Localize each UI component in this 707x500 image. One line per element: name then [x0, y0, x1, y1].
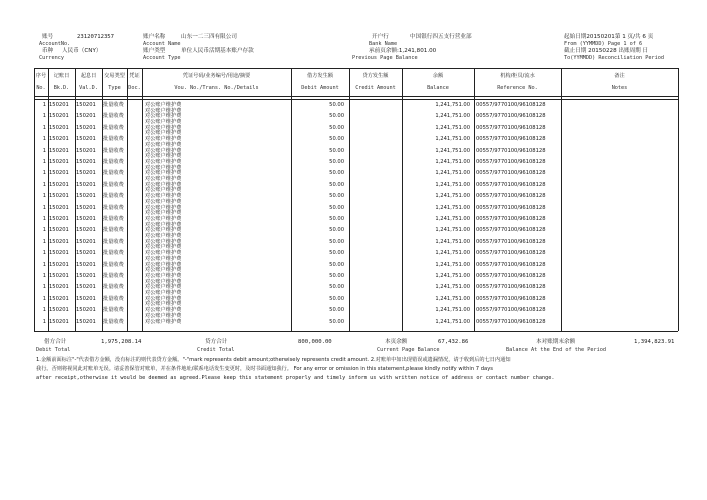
col-header-debit-en: Debit Amount	[301, 85, 339, 91]
col-header-type-en: Type	[108, 85, 121, 91]
cell-details: 对公账户维护费	[145, 284, 182, 291]
cell-debit: 50.00	[329, 307, 344, 314]
cell-type: 批量收费	[103, 318, 124, 325]
cell-details-continuation: 对公账户维护费	[145, 141, 182, 148]
cell-val: 150201	[76, 273, 96, 279]
account-no-label-en: AccountNo.	[39, 41, 71, 47]
cell-details: 对公账户维护费	[145, 238, 182, 245]
cell-balance: 1,241,751.00	[435, 295, 470, 302]
cell-bk: 150201	[49, 250, 69, 257]
cell-balance: 1,241,751.00	[435, 124, 470, 131]
cell-details-continuation: 对公账户维护费	[145, 130, 182, 137]
cell-balance: 1,241,751.00	[435, 216, 470, 222]
table-header-border	[34, 96, 678, 97]
cell-val: 150201	[76, 318, 96, 325]
cell-details: 对公账户维护费	[145, 227, 182, 234]
debit-total-label: 借方合计	[44, 339, 67, 345]
cell-ref: 00557/9770100/96108128	[476, 102, 546, 108]
cell-details: 对公账户维护费	[145, 295, 182, 302]
cell-val: 150201	[76, 238, 96, 245]
cell-ref: 00557/9770100/96108128	[476, 170, 546, 177]
currency-value: 人民币（CNY）	[62, 48, 102, 54]
cell-debit: 50.00	[329, 159, 344, 165]
cell-ref: 00557/9770100/96108128	[476, 136, 546, 143]
cell-bk: 150201	[49, 238, 69, 245]
cell-details-continuation: 对公账户维护费	[145, 244, 182, 251]
cell-no: 1	[42, 204, 46, 211]
cell-type: 批量收费	[103, 284, 124, 291]
previous-balance-label-en: Previous Page Balance	[352, 55, 418, 61]
currency-label: 币种	[42, 48, 54, 54]
cell-balance: 1,241,751.00	[435, 238, 470, 245]
cell-balance: 1,241,751.00	[435, 193, 470, 200]
col-header-no-en: No.	[36, 85, 46, 91]
table-row	[0, 169, 707, 177]
footnote-line-2: 我行。否则将视同此对账单无误。请妥善保管对账单，并在条件地址/联系电话发生变更时，及时书面通知我行。 For any error or omission in this statement,please kindly notify within 7 days	[36, 366, 493, 372]
cell-debit: 50.00	[329, 181, 344, 188]
cell-bk: 150201	[49, 181, 69, 188]
cell-debit: 50.00	[329, 193, 344, 200]
col-header-debit: 借方发生额	[307, 73, 333, 79]
cell-type: 批量收费	[103, 216, 124, 222]
cell-ref: 00557/9770100/96108128	[476, 124, 546, 131]
account-type-label-en: Account Type	[143, 55, 181, 61]
cell-debit: 50.00	[329, 216, 344, 222]
cell-details-continuation: 对公账户维护费	[145, 187, 182, 194]
cell-details-continuation: 对公账户维护费	[145, 312, 182, 319]
cell-ref: 00557/9770100/96108128	[476, 159, 546, 165]
table-row	[0, 192, 707, 200]
footnote-line-3: after receipt,otherwise it would be deemed as agreed.Please keep this statement properly and timely inform us with written notice of address or contact number change.	[36, 375, 555, 381]
table-row	[0, 261, 707, 269]
cell-balance: 1,241,751.00	[435, 250, 470, 257]
cell-type: 批量收费	[103, 113, 124, 120]
cell-debit: 50.00	[329, 147, 344, 154]
cell-val: 150201	[76, 113, 96, 120]
cell-details: 对公账户维护费	[145, 261, 182, 268]
cell-details: 对公账户维护费	[145, 307, 182, 314]
cell-no: 1	[42, 193, 46, 200]
table-row	[0, 181, 707, 189]
cell-no: 1	[42, 159, 46, 165]
cell-details-continuation: 对公账户维护费	[145, 153, 182, 160]
cell-type: 批量收费	[103, 250, 124, 257]
cell-balance: 1,241,751.00	[435, 273, 470, 279]
cell-type: 批量收费	[103, 193, 124, 200]
cell-no: 1	[42, 261, 46, 268]
cell-type: 批量收费	[103, 307, 124, 314]
cell-balance: 1,241,751.00	[435, 204, 470, 211]
cell-debit: 50.00	[329, 136, 344, 143]
cell-balance: 1,241,751.00	[435, 102, 470, 108]
cell-details-continuation: 对公账户维护费	[145, 267, 182, 274]
cell-no: 1	[42, 170, 46, 177]
cell-type: 批量收费	[103, 170, 124, 177]
cell-val: 150201	[76, 250, 96, 257]
cell-type: 批量收费	[103, 238, 124, 245]
cell-details: 对公账户维护费	[145, 318, 182, 325]
cell-debit: 50.00	[329, 238, 344, 245]
cell-type: 批量收费	[103, 204, 124, 211]
cell-details: 对公账户维护费	[145, 250, 182, 257]
cell-balance: 1,241,751.00	[435, 113, 470, 120]
cell-debit: 50.00	[329, 124, 344, 131]
cell-val: 150201	[76, 295, 96, 302]
cell-no: 1	[42, 216, 46, 222]
cell-ref: 00557/9770100/96108128	[476, 181, 546, 188]
cell-bk: 150201	[49, 307, 69, 314]
cell-bk: 150201	[49, 284, 69, 291]
cell-type: 批量收费	[103, 147, 124, 154]
cell-details-continuation: 对公账户维护费	[145, 198, 182, 205]
col-header-reference-en: Reference No.	[497, 85, 538, 91]
cell-debit: 50.00	[329, 170, 344, 177]
from-date-label-en: From (YYMMDD) Page 1 of 6	[564, 41, 643, 47]
table-row	[0, 101, 707, 109]
cell-type: 批量收费	[103, 261, 124, 268]
cell-no: 1	[42, 102, 46, 108]
cell-val: 150201	[76, 204, 96, 211]
cell-type: 批量收费	[103, 273, 124, 279]
account-no-label: 账号	[42, 34, 54, 40]
cell-debit: 50.00	[329, 261, 344, 268]
account-type-value: 单位人民币活期基本账户存款	[181, 48, 254, 54]
cell-details: 对公账户维护费	[145, 147, 182, 154]
col-header-book-date: 记账日	[53, 73, 70, 79]
cell-ref: 00557/9770100/96108128	[476, 273, 546, 279]
cell-no: 1	[42, 307, 46, 314]
account-no-value: 23120712357	[77, 34, 115, 40]
cell-ref: 00557/9770100/96108128	[476, 318, 546, 325]
cell-val: 150201	[76, 216, 96, 222]
to-date-label: 截止日期 20150228 出账周期 日	[564, 48, 649, 54]
cell-no: 1	[42, 284, 46, 291]
cell-ref: 00557/9770100/96108128	[476, 147, 546, 154]
cell-bk: 150201	[49, 159, 69, 165]
cell-val: 150201	[76, 159, 96, 165]
cell-details-continuation: 对公账户维护费	[145, 301, 182, 308]
cell-type: 批量收费	[103, 124, 124, 131]
cell-val: 150201	[76, 261, 96, 268]
col-header-notes-en: Notes	[611, 85, 628, 91]
cell-details-continuation: 对公账户维护费	[145, 221, 182, 228]
cell-ref: 00557/9770100/96108128	[476, 193, 546, 200]
cell-bk: 150201	[49, 113, 69, 120]
credit-total-label-en: Credit Total	[197, 347, 235, 353]
cell-bk: 150201	[49, 227, 69, 234]
debit-total-value: 1,975,208.14	[101, 339, 142, 345]
previous-balance-label: 承前页余额:1,241,801.00	[369, 48, 437, 54]
cell-val: 150201	[76, 284, 96, 291]
cell-details: 对公账户维护费	[145, 193, 182, 200]
cell-type: 批量收费	[103, 181, 124, 188]
table-header-border-2	[34, 99, 678, 100]
cell-bk: 150201	[49, 204, 69, 211]
col-header-type: 交易类型	[104, 73, 125, 79]
table-top-border	[34, 68, 678, 69]
cell-details: 对公账户维护费	[145, 216, 182, 222]
table-row	[0, 272, 707, 280]
bank-name-label: 开户行	[372, 34, 389, 40]
cell-balance: 1,241,751.00	[435, 159, 470, 165]
cell-debit: 50.00	[329, 284, 344, 291]
table-row	[0, 147, 707, 155]
cell-details-continuation: 对公账户维护费	[145, 255, 182, 262]
table-row	[0, 318, 707, 326]
period-end-balance-value: 1,394,823.91	[634, 339, 675, 345]
cell-details-continuation: 对公账户维护费	[145, 118, 182, 125]
cell-val: 150201	[76, 102, 96, 108]
cell-val: 150201	[76, 147, 96, 154]
cell-ref: 00557/9770100/96108128	[476, 238, 546, 245]
cell-bk: 150201	[49, 273, 69, 279]
cell-details: 对公账户维护费	[145, 159, 182, 165]
table-row	[0, 215, 707, 223]
cell-debit: 50.00	[329, 204, 344, 211]
account-name-label: 账户名称	[143, 34, 166, 40]
account-name-value: 山东一二三四有限公司	[181, 34, 237, 40]
col-header-doc-en: Doc.	[128, 85, 141, 91]
cell-details-continuation: 对公账户维护费	[145, 278, 182, 285]
cell-balance: 1,241,751.00	[435, 227, 470, 234]
cell-val: 150201	[76, 227, 96, 234]
cell-ref: 00557/9770100/96108128	[476, 261, 546, 268]
cell-details-continuation: 对公账户维护费	[145, 107, 182, 114]
cell-debit: 50.00	[329, 318, 344, 325]
cell-type: 批量收费	[103, 102, 124, 108]
col-header-doc: 凭证	[129, 73, 140, 79]
cell-details: 对公账户维护费	[145, 124, 182, 131]
debit-total-label-en: Debit Total	[36, 347, 71, 353]
cell-bk: 150201	[49, 170, 69, 177]
cell-details-continuation: 对公账户维护费	[145, 164, 182, 171]
col-header-credit-en: Credit Amount	[355, 85, 396, 91]
cell-ref: 00557/9770100/96108128	[476, 204, 546, 211]
cell-ref: 00557/9770100/96108128	[476, 250, 546, 257]
cell-bk: 150201	[49, 124, 69, 131]
cell-type: 批量收费	[103, 136, 124, 143]
cell-val: 150201	[76, 170, 96, 177]
cell-debit: 50.00	[329, 113, 344, 120]
page-balance-label-en: Current Page Balance	[377, 347, 440, 353]
cell-no: 1	[42, 295, 46, 302]
cell-details: 对公账户维护费	[145, 170, 182, 177]
cell-ref: 00557/9770100/96108128	[476, 284, 546, 291]
cell-balance: 1,241,751.00	[435, 284, 470, 291]
page-balance-value: 67,432.86	[438, 339, 469, 345]
cell-no: 1	[42, 181, 46, 188]
credit-total-value: 800,000.00	[298, 339, 332, 345]
table-row	[0, 226, 707, 234]
cell-ref: 00557/9770100/96108128	[476, 216, 546, 222]
col-header-value-date: 起息日	[80, 73, 97, 79]
cell-no: 1	[42, 238, 46, 245]
cell-debit: 50.00	[329, 102, 344, 108]
credit-total-label: 贷方合计	[205, 339, 228, 345]
table-row	[0, 112, 707, 120]
cell-type: 批量收费	[103, 227, 124, 234]
cell-val: 150201	[76, 181, 96, 188]
col-header-notes: 备注	[614, 73, 625, 79]
cell-bk: 150201	[49, 318, 69, 325]
cell-details: 对公账户维护费	[145, 204, 182, 211]
col-header-no: 序号	[35, 73, 47, 79]
col-header-balance: 余额	[432, 73, 444, 79]
col-header-details: 凭证号码/业务编号/用途/摘要	[182, 73, 251, 79]
cell-details-continuation: 对公账户维护费	[145, 210, 182, 217]
col-header-value-date-en: Val.D.	[79, 85, 98, 91]
cell-val: 150201	[76, 193, 96, 200]
currency-label-en: Currency	[39, 55, 64, 61]
cell-debit: 50.00	[329, 295, 344, 302]
bank-name-label-en: Bank Name	[369, 41, 398, 47]
cell-balance: 1,241,751.00	[435, 181, 470, 188]
cell-no: 1	[42, 273, 46, 279]
cell-no: 1	[42, 113, 46, 120]
cell-balance: 1,241,751.00	[435, 261, 470, 268]
cell-no: 1	[42, 124, 46, 131]
cell-details-continuation: 对公账户维护费	[145, 175, 182, 182]
cell-bk: 150201	[49, 102, 69, 108]
table-row	[0, 238, 707, 246]
table-row	[0, 295, 707, 303]
col-header-balance-en: Balance	[427, 85, 449, 91]
cell-debit: 50.00	[329, 250, 344, 257]
table-row	[0, 283, 707, 291]
cell-no: 1	[42, 250, 46, 257]
table-row	[0, 249, 707, 257]
cell-type: 批量收费	[103, 295, 124, 302]
account-type-label: 账户类型	[143, 48, 166, 54]
cell-balance: 1,241,751.00	[435, 170, 470, 177]
table-bottom-border	[34, 331, 678, 332]
cell-ref: 00557/9770100/96108128	[476, 295, 546, 302]
bank-name-value: 中国银行四五支行营业部	[410, 34, 472, 40]
period-end-balance-label: 本对账期末余额	[536, 339, 576, 345]
cell-details: 对公账户维护费	[145, 102, 182, 108]
cell-ref: 00557/9770100/96108128	[476, 227, 546, 234]
cell-balance: 1,241,751.00	[435, 307, 470, 314]
cell-details: 对公账户维护费	[145, 136, 182, 143]
cell-type: 批量收费	[103, 159, 124, 165]
cell-bk: 150201	[49, 295, 69, 302]
col-header-book-date-en: Bk.D.	[53, 85, 70, 91]
table-row	[0, 204, 707, 212]
page-balance-label: 本页余额	[385, 339, 408, 345]
cell-no: 1	[42, 318, 46, 325]
cell-details: 对公账户维护费	[145, 181, 182, 188]
cell-balance: 1,241,751.00	[435, 147, 470, 154]
cell-bk: 150201	[49, 136, 69, 143]
table-row	[0, 306, 707, 314]
cell-balance: 1,241,751.00	[435, 136, 470, 143]
table-row	[0, 158, 707, 166]
cell-details: 对公账户维护费	[145, 273, 182, 279]
table-row	[0, 135, 707, 143]
period-end-balance-label-en: Balance At the End of the Period	[506, 347, 606, 353]
col-header-reference: 机构/柜员/流水	[500, 73, 535, 79]
cell-ref: 00557/9770100/96108128	[476, 113, 546, 120]
cell-val: 150201	[76, 124, 96, 131]
cell-val: 150201	[76, 307, 96, 314]
cell-bk: 150201	[49, 261, 69, 268]
cell-details: 对公账户维护费	[145, 113, 182, 120]
cell-balance: 1,241,751.00	[435, 318, 470, 325]
table-row	[0, 124, 707, 132]
to-date-label-en: To(YYMMDD) Reconciliation Period	[564, 55, 664, 61]
col-header-details-en: Vou. No./Trans. No./Details	[174, 85, 259, 91]
cell-no: 1	[42, 227, 46, 234]
footnote-line-1: 1.金额前面标注"-"代表借方金额，没有标注的则代表贷方金额。"-"mark represents debit amount;otherwisely represents credit amount. 2.对账单中如出现错误或遗漏情况，请于收到后的七日内通知	[36, 357, 511, 363]
cell-details-continuation: 对公账户维护费	[145, 232, 182, 239]
cell-val: 150201	[76, 136, 96, 143]
account-name-label-en: Account Name	[143, 41, 181, 47]
cell-details-continuation: 对公账户维护费	[145, 289, 182, 296]
cell-debit: 50.00	[329, 273, 344, 279]
cell-bk: 150201	[49, 193, 69, 200]
cell-bk: 150201	[49, 216, 69, 222]
cell-no: 1	[42, 147, 46, 154]
cell-no: 1	[42, 136, 46, 143]
from-date-label: 起始日期20150201第 1 页/共 6 页	[564, 34, 654, 40]
cell-ref: 00557/9770100/96108128	[476, 307, 546, 314]
cell-bk: 150201	[49, 147, 69, 154]
cell-debit: 50.00	[329, 227, 344, 234]
col-header-credit: 贷方发生额	[362, 73, 389, 79]
